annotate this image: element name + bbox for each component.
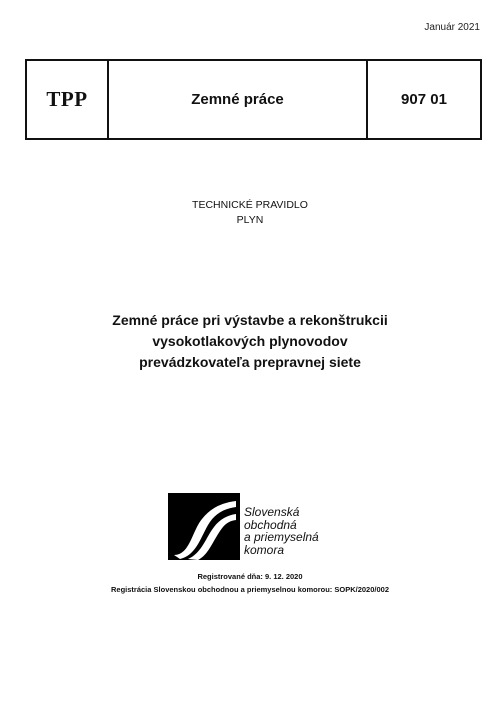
registration-info: Registrácia Slovenskou obchodnou a priemyselnou komorou: SOPK/2020/002 bbox=[111, 585, 389, 594]
header-box bbox=[25, 59, 482, 140]
chamber-logo-text bbox=[244, 506, 319, 556]
logo-text-line-2: obchodná bbox=[244, 517, 297, 532]
main-title-line-3: prevádzkovateľa prepravnej siete bbox=[139, 354, 361, 370]
chamber-logo-mark bbox=[168, 493, 240, 560]
main-title-line-1: Zemné práce pri výstavbe a rekonštrukcii bbox=[112, 312, 388, 328]
main-title-line-2: vysokotlakových plynovodov bbox=[152, 333, 348, 349]
standard-number: 907 01 bbox=[366, 61, 480, 138]
logo-text-line-1: Slovenská bbox=[244, 505, 300, 519]
document-type bbox=[0, 198, 500, 228]
logo-text-line-3: a priemyselná bbox=[244, 530, 319, 544]
chamber-logo-icon bbox=[168, 493, 240, 560]
header-title: Zemné práce bbox=[191, 91, 284, 108]
registration-date: Registrované dňa: 9. 12. 2020 bbox=[197, 572, 303, 581]
logo-text-line-4: komora bbox=[244, 542, 285, 557]
standard-code: TPP bbox=[27, 61, 109, 138]
main-title bbox=[0, 310, 500, 373]
issue-date: Január 2021 bbox=[424, 22, 480, 33]
document-type-line: TECHNICKÉ PRAVIDLO bbox=[192, 199, 308, 211]
document-type-category: PLYN bbox=[236, 214, 264, 226]
